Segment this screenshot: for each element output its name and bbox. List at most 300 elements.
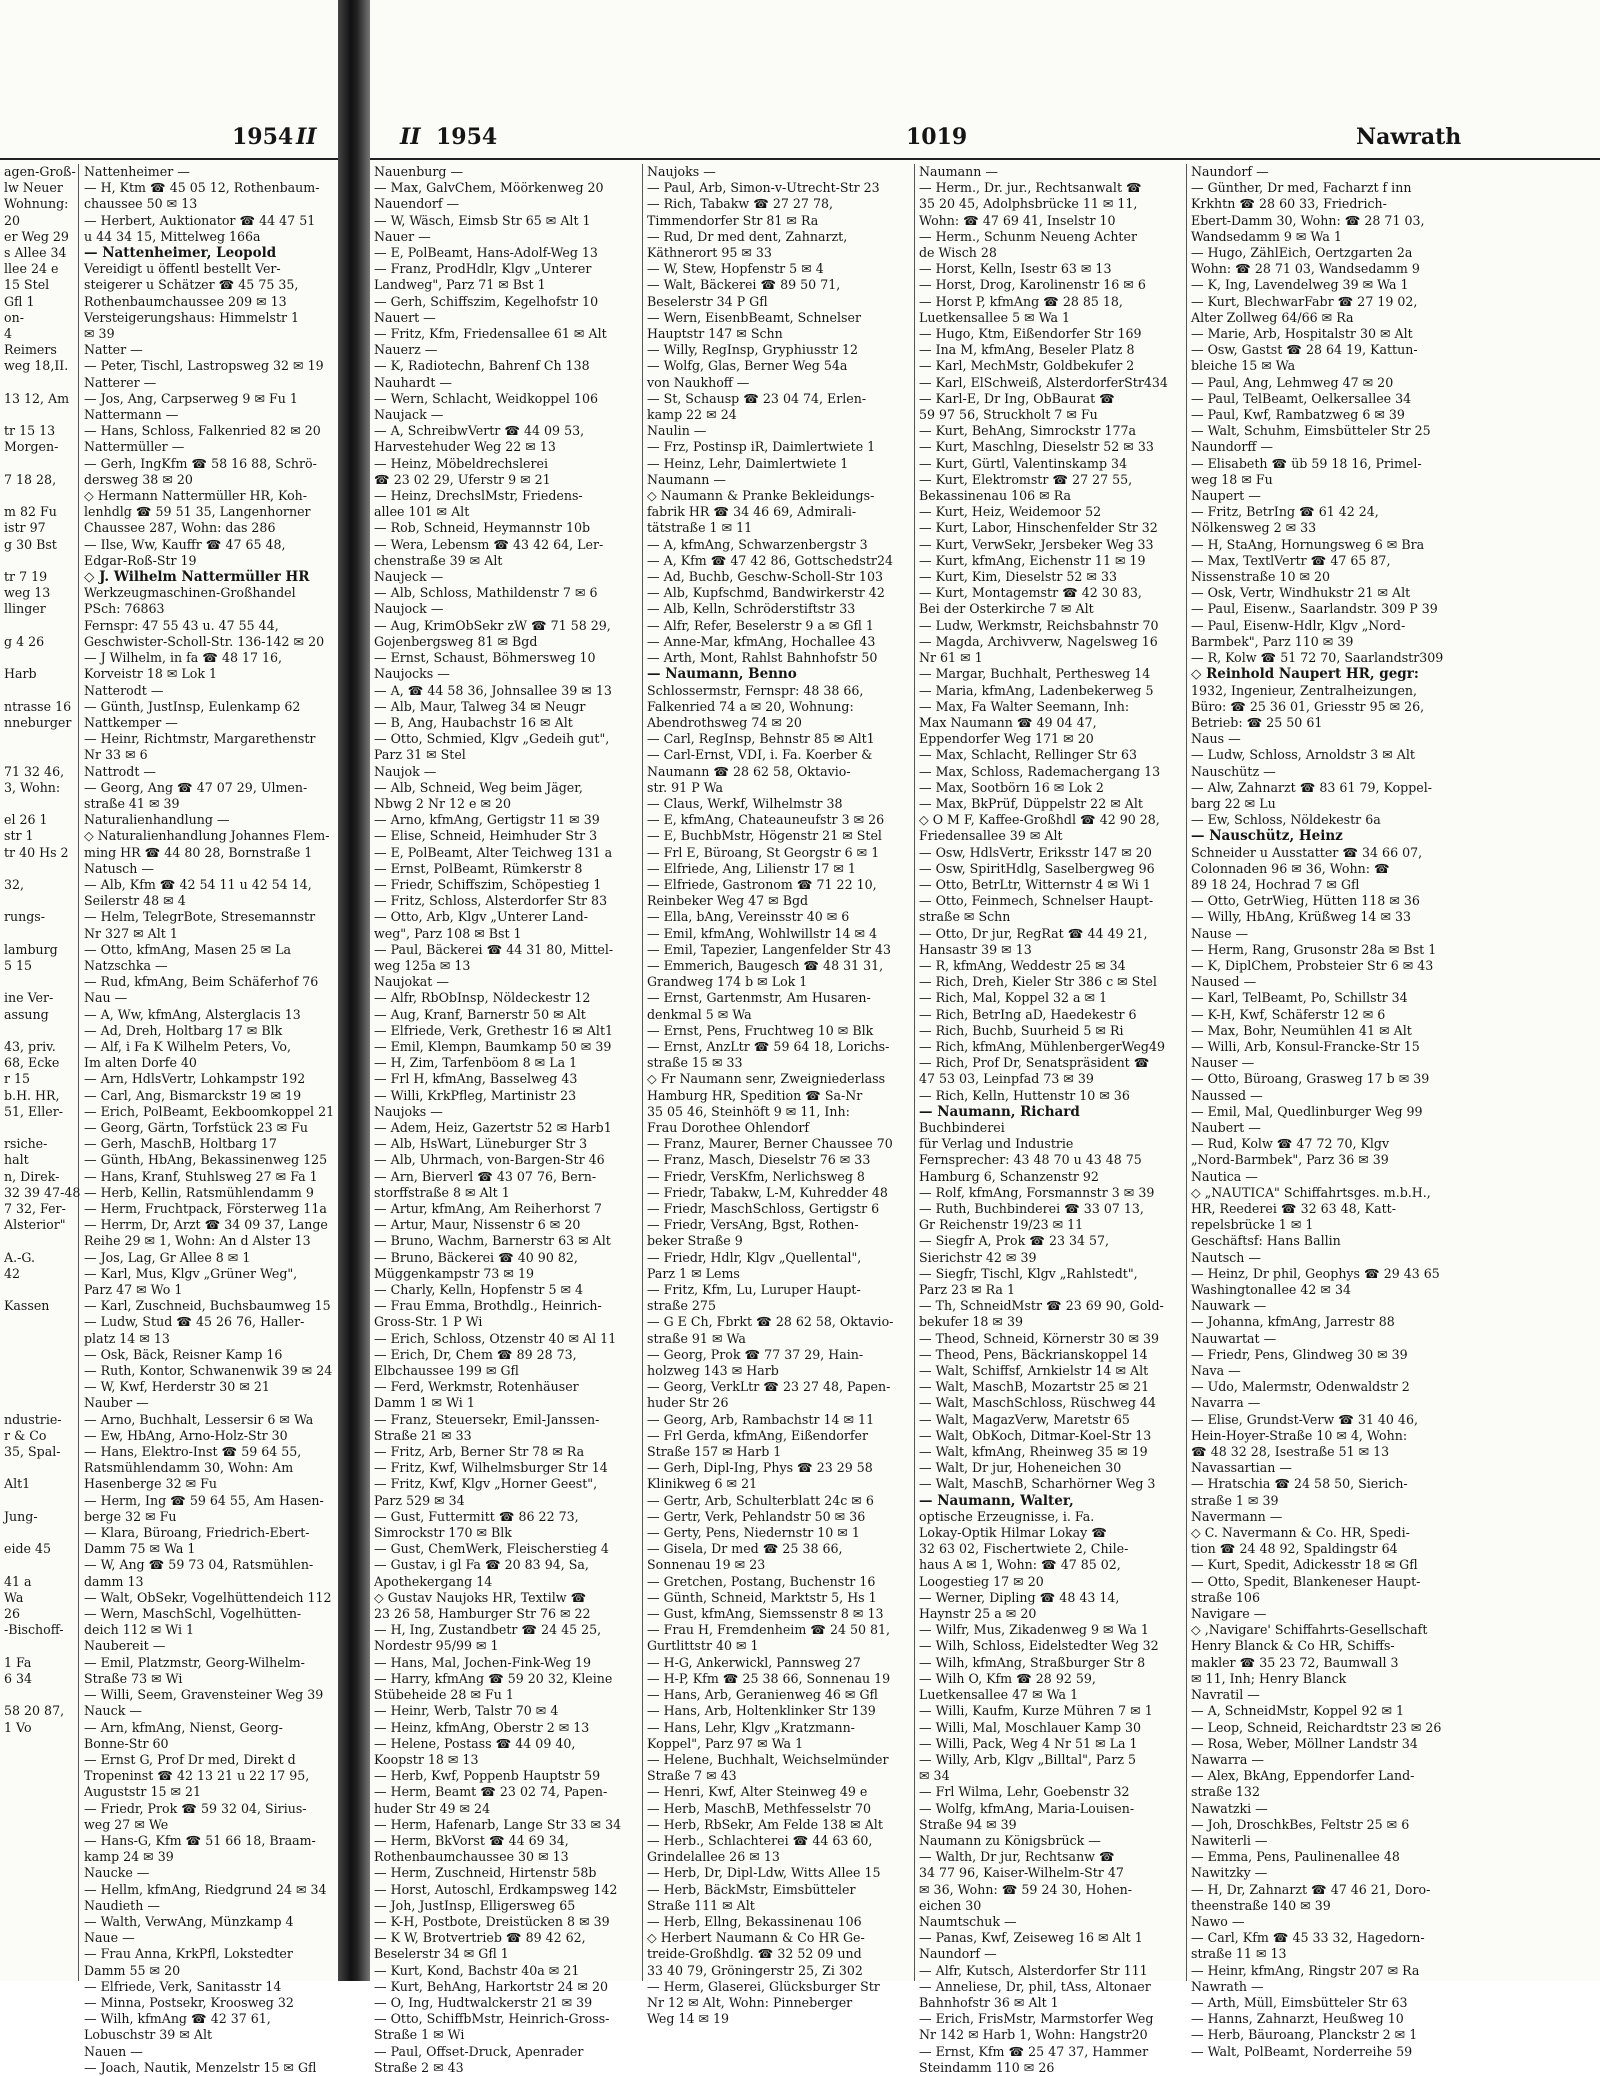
directory-entry: Naturalienhandlung — (84, 812, 230, 828)
directory-entry: — Georg, Ang ☎ 47 07 29, Ulmen- (84, 779, 308, 795)
directory-entry: Beselerstr 34 ✉ Gfl 1 (374, 1946, 509, 1962)
margin-fragment: Morgen- (4, 439, 59, 455)
directory-entry: Nava — (1191, 1363, 1241, 1379)
directory-entry: — Aug, Kranf, Barnerstr 50 ✉ Alt (374, 1006, 586, 1022)
directory-entry: treide-Großhdlg. ☎ 32 52 09 und (647, 1946, 862, 1962)
directory-entry: platz 14 ✉ 13 (84, 1330, 170, 1346)
directory-entry: Werkzeugmaschinen-Großhandel (84, 585, 296, 601)
directory-entry: — Wera, Lebensm ☎ 43 42 64, Ler- (374, 536, 604, 552)
directory-entry: — Rich, Kelln, Huttenstr 10 ✉ 36 (919, 1087, 1130, 1103)
directory-entry: — Artur, Maur, Nissenstr 6 ✉ 20 (374, 1217, 581, 1233)
directory-entry: — K-H, Kwf, Schäferstr 12 ✉ 6 (1191, 1006, 1386, 1022)
directory-entry: — Franz, Masch, Dieselstr 76 ✉ 33 (647, 1152, 871, 1168)
directory-entry: — Willy, HbAng, Krüßweg 14 ✉ 33 (1191, 909, 1412, 925)
directory-entry: — Walt, ObSekr, Vogelhüttendeich 112 (84, 1589, 332, 1605)
directory-entry: ◇ Hermann Nattermüller HR, Koh- (84, 488, 308, 504)
directory-entry: — Alb, Maur, Talweg 34 ✉ Neugr (374, 698, 586, 714)
directory-entry: Natzschka — (84, 957, 168, 973)
directory-entry: Hein-Hoyer-Straße 10 ✉ 4, Wohn: (1191, 1427, 1408, 1443)
margin-fragment: A.-G. (4, 1249, 35, 1265)
left-page-header (0, 118, 338, 160)
directory-entry: — Friedr, VersAng, Bgst, Rothen- (647, 1217, 859, 1233)
directory-entry: — Friedr, Pens, Glindweg 30 ✉ 39 (1191, 1346, 1408, 1362)
directory-entry: — Herm, Beamt ☎ 23 02 74, Papen- (374, 1784, 608, 1800)
directory-entry: Naupert — (1191, 488, 1261, 504)
directory-entry: Nauerz — (374, 342, 438, 358)
directory-entry: Nr 12 ✉ Alt, Wohn: Pinneberger (647, 1994, 853, 2010)
directory-entry: — Günth, HbAng, Bekassinenweg 125 (84, 1152, 328, 1168)
directory-entry: Klinikweg 6 ✉ 21 (647, 1476, 758, 1492)
directory-entry: „Nord-Barmbek", Parz 36 ✉ 39 (1191, 1152, 1389, 1168)
directory-entry: — Ernst, PolBeamt, Rümkerstr 8 (374, 860, 583, 876)
directory-column-2 (642, 164, 913, 2027)
directory-entry: Nawrath — (1191, 1978, 1264, 1994)
directory-entry: — W, Stew, Hopfenstr 5 ✉ 4 (647, 261, 824, 277)
directory-entry: chenstraße 39 ✉ Alt (374, 552, 503, 568)
directory-entry: — Max, TextlVertr ☎ 47 65 87, (1191, 552, 1391, 568)
directory-entry: — Joach, Nautik, Menzelstr 15 ✉ Gfl (84, 2059, 317, 2075)
directory-entry: — Hans, Kranf, Stuhlsweg 27 ✉ Fa 1 (84, 1168, 318, 1184)
directory-entry: — Kurt, Elektromstr ☎ 27 27 55, (919, 471, 1133, 487)
directory-entry: theenstraße 140 ✉ 39 (1191, 1897, 1331, 1913)
directory-entry: — Frau Emma, Brothdlg., Heinrich- (374, 1298, 602, 1314)
directory-entry: Müggenkampstr 73 ✉ 19 (374, 1265, 534, 1281)
margin-fragment: agen-Groß- (4, 164, 76, 179)
directory-entry: — Ernst, Kfm ☎ 25 47 37, Hammer (919, 2043, 1149, 2059)
directory-entry: — Ludw, Werkmstr, Reichsbahnstr 70 (919, 617, 1159, 633)
directory-entry: — Jos, Lag, Gr Allee 8 ✉ 1 (84, 1249, 251, 1265)
directory-entry: — Friedr, VersKfm, Nerlichsweg 8 (647, 1168, 865, 1184)
margin-fragment (4, 1687, 78, 1703)
margin-fragment (4, 456, 78, 472)
directory-entry: Natter — (84, 342, 143, 358)
directory-entry: — Emil, Tapezier, Langenfelder Str 43 (647, 941, 892, 957)
directory-entry: — Herm, Hafenarb, Lange Str 33 ✉ 34 (374, 1816, 622, 1832)
directory-entry: — Siegfr, Tischl, Klgv „Rahlstedt", (919, 1265, 1138, 1281)
right-header-year: 1954 (436, 124, 498, 150)
directory-entry: str. 91 P Wa (647, 779, 724, 795)
margin-fragment (4, 1460, 78, 1476)
directory-entry: — Paul, TelBeamt, Oelkersallee 34 (1191, 390, 1412, 406)
directory-entry: — Gust, Futtermitt ☎ 86 22 73, (374, 1508, 579, 1524)
directory-entry: Nattkemper — (84, 714, 178, 730)
directory-entry: Wohn: ☎ 28 71 03, Wandsedamm 9 (1191, 261, 1420, 277)
directory-entry: — Alex, BkAng, Eppendorfer Land- (1191, 1768, 1415, 1784)
directory-entry: Timmendorfer Str 81 ✉ Ra (647, 212, 819, 228)
directory-entry: 35 05 46, Steinhöft 9 ✉ 11, Inh: (647, 1103, 850, 1119)
directory-entry: — Franz, Steuersekr, Emil-Janssen- (374, 1411, 600, 1427)
directory-entry: optische Erzeugnisse, i. Fa. (919, 1508, 1095, 1524)
directory-entry: — Frl E, Büroang, St Georgstr 6 ✉ 1 (647, 844, 880, 860)
directory-entry: — Heinr, kfmAng, Ringstr 207 ✉ Ra (1191, 1962, 1420, 1978)
directory-entry: — Walt, PolBeamt, Norderreihe 59 (1191, 2043, 1413, 2059)
directory-entry: lenhdlg ☎ 59 51 35, Langenhorner (84, 504, 311, 520)
margin-fragment (4, 618, 78, 634)
directory-entry: Koopstr 18 ✉ 13 (374, 1751, 479, 1767)
directory-entry: — Georg, Arb, Rambachstr 14 ✉ 11 (647, 1411, 875, 1427)
directory-entry: Navassartian — (1191, 1460, 1292, 1476)
directory-entry: Naujock — (374, 601, 444, 617)
directory-entry: Sonnenau 19 ✉ 23 (647, 1557, 766, 1573)
directory-entry: — Karl, TelBeamt, Po, Schillstr 34 (1191, 990, 1408, 1006)
directory-entry: 32 63 02, Fischertwiete 2, Chile- (919, 1541, 1129, 1557)
directory-entry: beker Straße 9 (647, 1233, 743, 1249)
directory-entry: — Helm, TelegrBote, Stresemannstr (84, 909, 316, 925)
directory-entry: Reihe 29 ✉ 1, Wohn: An d Alster 13 (84, 1233, 311, 1249)
directory-entry: — Fritz, Kfm, Friedensallee 61 ✉ Alt (374, 326, 607, 342)
margin-fragment: b.H. HR, (4, 1087, 60, 1103)
directory-entry: — Alfr, Kutsch, Alsterdorfer Str 111 (919, 1962, 1148, 1978)
directory-entry: eichen 30 (919, 1897, 982, 1913)
directory-entry: — Otto, kfmAng, Masen 25 ✉ La (84, 941, 292, 957)
margin-fragment: str 1 (4, 828, 34, 844)
margin-fragment (4, 731, 78, 747)
directory-entry: 59 97 56, Struckholt 7 ✉ Fu (919, 407, 1098, 423)
directory-entry: — Ella, bAng, Vereinsstr 40 ✉ 6 (647, 909, 850, 925)
margin-fragment: 58 20 87, (4, 1703, 65, 1719)
directory-entry: — K, Radiotechn, Bahrenf Ch 138 (374, 358, 590, 374)
directory-entry: — Herb., Schlachterei ☎ 44 63 60, (647, 1832, 873, 1848)
directory-entry: ◇ J. Wilhelm Nattermüller HR (84, 569, 310, 586)
directory-entry: — Alb, Schneid, Weg beim Jäger, (374, 779, 583, 795)
directory-entry: — A, SchneidMstr, Koppel 92 ✉ 1 (1191, 1703, 1405, 1719)
directory-entry: ◇ C. Navermann & Co. HR, Spedi- (1191, 1525, 1410, 1541)
directory-entry: — Arth, Müll, Eimsbütteler Str 63 (1191, 1994, 1408, 2010)
directory-entry: — Willi, Pack, Weg 4 Nr 51 ✉ La 1 (919, 1735, 1138, 1751)
directory-entry: — Elfriede, Gastronom ☎ 71 22 10, (647, 876, 877, 892)
margin-fragment: el 26 1 (4, 812, 48, 828)
directory-entry: Nauber — (84, 1395, 149, 1411)
directory-entry: Navermann — (1191, 1508, 1283, 1524)
margin-fragment (4, 650, 78, 666)
margin-fragment: 7 32, Fer- (4, 1201, 66, 1216)
directory-entry: — Günth, Schneid, Marktstr 5, Hs 1 (647, 1589, 877, 1605)
directory-entry: — Ferd, Werkmstr, Rotenhäuser (374, 1379, 579, 1395)
directory-entry: Naubereit — (84, 1638, 166, 1654)
directory-entry: — Panas, Kwf, Zeiseweg 16 ✉ Alt 1 (919, 1930, 1143, 1946)
directory-entry: — Walth, Dr jur, Rechtsanw ☎ (919, 1849, 1115, 1865)
directory-entry: — Friedr, MaschSchloss, Gertigstr 6 (647, 1201, 880, 1216)
directory-entry: — Claus, Werkf, Wilhelmstr 38 (647, 795, 843, 811)
directory-entry: — Friedr, Hdlr, Klgv „Quellental", (647, 1249, 862, 1265)
directory-entry: — Alb, Uhrmach, von-Bargen-Str 46 (374, 1152, 605, 1168)
directory-entry: — Fritz, Kwf, Klgv „Horner Geest", (374, 1476, 598, 1492)
directory-entry: Max Naumann ☎ 49 04 47, (919, 714, 1097, 730)
margin-fragment: 6 34 (4, 1670, 33, 1686)
directory-entry: — St, Schausp ☎ 23 04 74, Erlen- (647, 390, 867, 406)
directory-entry: — Rich, Prof Dr, Senatspräsident ☎ (919, 1055, 1150, 1071)
margin-fragment (4, 893, 78, 909)
directory-entry: Eppendorfer Weg 171 ✉ 20 (919, 731, 1094, 747)
margin-fragment: 1 Fa (4, 1654, 32, 1670)
directory-entry: — Theod, Pens, Bäckrianskoppel 14 (919, 1346, 1148, 1362)
right-page-header (370, 118, 1600, 160)
directory-entry: Straße 73 ✉ Wi (84, 1670, 183, 1686)
directory-entry: barg 22 ✉ Lu (1191, 795, 1276, 811)
directory-entry: Naubert — (1191, 1119, 1261, 1135)
directory-entry: — Hanns, Zahnarzt, Heußweg 10 (1191, 2011, 1404, 2027)
directory-entry: Geschwister-Scholl-Str. 136-142 ✉ 20 (84, 633, 325, 649)
directory-entry: dersweg 38 ✉ 20 (84, 471, 193, 487)
directory-entry: — Paul, Ang, Lehmweg 47 ✉ 20 (1191, 374, 1394, 390)
directory-entry: Nau — (84, 990, 128, 1006)
directory-entry: Straße 1 ✉ Wi (374, 2027, 465, 2043)
directory-entry: Seilerstr 48 ✉ 4 (84, 893, 186, 909)
directory-entry: Weg 14 ✉ 19 (647, 2011, 730, 2027)
margin-fragment (4, 1557, 78, 1573)
directory-entry: Nautsch — (1191, 1249, 1261, 1265)
directory-entry: — Kurt, Kim, Dieselstr 52 ✉ 33 (919, 569, 1117, 585)
directory-entry: ✉ 34 (919, 1768, 950, 1784)
directory-entry: ✉ 39 (84, 326, 115, 342)
directory-entry: 89 18 24, Hochrad 7 ✉ Gfl (1191, 876, 1360, 892)
directory-entry: Wohn: ☎ 47 69 41, Inselstr 10 (919, 212, 1116, 228)
directory-entry: — Hans, Arb, Holtenklinker Str 139 (647, 1703, 876, 1719)
directory-entry: Lobuschstr 39 ✉ Alt (84, 2027, 213, 2043)
margin-fragment: 7 18 28, (4, 471, 57, 487)
directory-entry: Nbwg 2 Nr 12 e ✉ 20 (374, 795, 512, 811)
directory-entry: Naundorff — (1191, 439, 1273, 455)
directory-entry: Damm 75 ✉ Wa 1 (84, 1541, 196, 1557)
directory-entry: Straße 111 ✉ Alt (647, 1897, 755, 1913)
directory-entry: Grindelallee 26 ✉ 13 (647, 1849, 780, 1865)
directory-entry: — Georg, Prok ☎ 77 37 29, Hain- (647, 1346, 864, 1362)
directory-entry: weg", Parz 108 ✉ Bst 1 (374, 925, 522, 941)
directory-entry: — Ew, HbAng, Arno-Holz-Str 30 (84, 1427, 288, 1443)
directory-entry: — Henri, Kwf, Alter Steinweg 49 e (647, 1784, 868, 1800)
margin-fragment: lamburg (4, 941, 58, 957)
directory-entry: — Ernst, Schaust, Böhmersweg 10 (374, 650, 596, 666)
directory-entry: Natterer — (84, 374, 157, 390)
margin-fragment (4, 1525, 78, 1541)
directory-entry: — Max, GalvChem, Möörkenweg 20 (374, 180, 604, 196)
directory-entry: Loogestieg 17 ✉ 20 (919, 1573, 1044, 1589)
directory-entry: — G E Ch, Fbrkt ☎ 28 62 58, Oktavio- (647, 1314, 894, 1330)
directory-entry: Naudieth — (84, 1897, 160, 1913)
directory-entry: Nauert — (374, 309, 436, 325)
directory-entry: — Frl Wilma, Lehr, Goebenstr 32 (919, 1784, 1130, 1800)
directory-entry: 1932, Ingenieur, Zentralheizungen, (1191, 682, 1418, 698)
directory-entry: — H, Ktm ☎ 45 05 12, Rothenbaum- (84, 180, 320, 196)
directory-entry: Bekassinenau 106 ✉ Ra (919, 488, 1071, 504)
directory-entry: huder Str 26 (647, 1395, 729, 1411)
directory-entry: Harvestehuder Weg 22 ✉ 13 (374, 439, 556, 455)
directory-entry: — Rich, BetrIng aD, Haedekestr 6 (919, 1006, 1137, 1022)
margin-fragment: g 4 26 (4, 633, 45, 649)
directory-entry: — E, PolBeamt, Alter Teichweg 131 a (374, 844, 613, 860)
margin-fragment: eide 45 (4, 1541, 52, 1557)
directory-entry: Damm 1 ✉ Wi 1 (374, 1395, 475, 1411)
directory-entry: — Alb, HsWart, Lüneburger Str 3 (374, 1136, 588, 1152)
directory-entry: Schneider u Ausstatter ☎ 34 66 07, (1191, 844, 1423, 860)
directory-entry: Straße 21 ✉ 33 (374, 1427, 472, 1443)
directory-entry: steigerer u Schätzer ☎ 45 75 35, (84, 277, 299, 293)
directory-entry: Washingtonallee 42 ✉ 34 (1191, 1282, 1351, 1298)
directory-entry: weg 125a ✉ 13 (374, 957, 471, 973)
directory-entry: — Herb, Kwf, Poppenb Hauptstr 59 (374, 1768, 601, 1784)
directory-entry: weg 27 ✉ We (84, 1816, 169, 1832)
directory-entry: — Paul, Arb, Simon-v-Utrecht-Str 23 (647, 180, 880, 196)
margin-fragment: r & Co (4, 1427, 47, 1443)
directory-entry: PSch: 76863 (84, 601, 165, 617)
directory-entry: Buchbinderei (919, 1119, 1005, 1135)
directory-entry: — Rich, Dreh, Kieler Str 386 c ✉ Stel (919, 974, 1157, 990)
directory-entry: — Otto, Arb, Klgv „Unterer Land- (374, 909, 588, 925)
directory-entry: Naumtschuk — (919, 1913, 1017, 1929)
directory-entry: — Kurt, Maschlng, Dieselstr 52 ✉ 33 (919, 439, 1154, 455)
directory-entry: Stübeheide 28 ✉ Fu 1 (374, 1687, 514, 1703)
directory-entry: — Herb, Bäuroang, Planckstr 2 ✉ 1 (1191, 2027, 1418, 2043)
right-page (370, 0, 1600, 2075)
directory-entry: — Günther, Dr med, Facharzt f inn (1191, 180, 1412, 196)
margin-fragment: tr 15 13 (4, 423, 56, 439)
directory-entry: tätstraße 1 ✉ 11 (647, 520, 753, 536)
directory-entry: — Herm, Zuschneid, Hirtenstr 58b (374, 1865, 597, 1881)
margin-fragment: 5 15 (4, 957, 33, 973)
margin-fragment: g 30 Bst (4, 536, 57, 552)
directory-entry: — Ew, Schloss, Nöldekestr 6a (1191, 812, 1381, 828)
margin-fragment (4, 974, 78, 990)
directory-entry: 47 53 03, Leinpfad 73 ✉ 39 (919, 1071, 1094, 1087)
directory-entry: 33 40 79, Gröningerstr 25, Zi 302 (647, 1962, 863, 1978)
directory-entry: — Kurt, Gürtl, Valentinskamp 34 (919, 455, 1128, 471)
directory-entry: — Rud, Kolw ☎ 47 72 70, Klgv (1191, 1136, 1390, 1152)
directory-entry: — Rob, Schneid, Heymannstr 10b (374, 520, 591, 536)
directory-entry: Nauendorf — (374, 196, 460, 212)
directory-entry: — Gust, kfmAng, Siemssenstr 8 ✉ 13 (647, 1606, 884, 1622)
directory-entry: Sierichstr 42 ✉ 39 (919, 1249, 1037, 1265)
directory-entry: Straße 2 ✉ 43 (374, 2059, 464, 2075)
directory-entry: Nawatzki — (1191, 1800, 1268, 1816)
directory-entry: Nattermüller — (84, 439, 185, 455)
directory-entry: weg 18 ✉ Fu (1191, 471, 1273, 487)
directory-entry: Nattrodt — (84, 763, 156, 779)
directory-entry: straße ✉ Schn (919, 909, 1011, 925)
directory-entry: Grandweg 174 b ✉ Lok 1 (647, 974, 808, 990)
directory-entry: — Paul, Eisenw., Saarlandstr. 309 P 39 (1191, 601, 1438, 617)
directory-entry: u 44 34 15, Mittelweg 166a (84, 228, 261, 244)
directory-entry: — Ernst G, Prof Dr med, Direkt d (84, 1751, 296, 1767)
directory-entry: — Erich, PolBeamt, Eekboomkoppel 21 (84, 1103, 335, 1119)
directory-entry: Frau Dorothee Ohlendorf (647, 1119, 810, 1135)
directory-entry: — Herb, BäckMstr, Eimsbütteler (647, 1881, 856, 1897)
directory-entry: — Günth, JustInsp, Eulenkamp 62 (84, 698, 301, 714)
margin-fragment (4, 861, 78, 877)
directory-entry: — Fritz, Arb, Berner Str 78 ✉ Ra (374, 1444, 585, 1460)
directory-entry: Apothekergang 14 (374, 1573, 493, 1589)
directory-entry: — Willi, Mal, Moschlauer Kamp 30 (919, 1719, 1142, 1735)
directory-entry: Büro: ☎ 25 36 01, Griesstr 95 ✉ 26, (1191, 698, 1425, 714)
left-margin-fragments (0, 164, 79, 1981)
directory-entry: — Willy, Arb, Klgv „Billtal", Parz 5 (919, 1751, 1136, 1767)
directory-entry: Fernsprecher: 43 48 70 u 43 48 75 (919, 1152, 1142, 1168)
directory-entry: Naujoks — (647, 164, 716, 179)
directory-entry: — Jos, Ang, Carpserweg 9 ✉ Fu 1 (84, 390, 298, 406)
directory-entry: — Kurt, BehAng, Harkortstr 24 ✉ 20 (374, 1978, 608, 1994)
directory-entry: — Kurt, BlechwarFabr ☎ 27 19 02, (1191, 293, 1418, 309)
directory-entry: — Hans, Schloss, Falkenried 82 ✉ 20 (84, 423, 321, 439)
directory-entry: Fernspr: 47 55 43 u. 47 55 44, (84, 617, 279, 633)
directory-entry: Nauwark — (1191, 1298, 1267, 1314)
directory-entry: — Heinr, Richtmstr, Margarethenstr (84, 731, 316, 747)
directory-entry: — Arno, kfmAng, Gertigstr 11 ✉ 39 (374, 812, 600, 828)
directory-entry: — Aug, KrimObSekr zW ☎ 71 58 29, (374, 617, 611, 633)
directory-entry: Korveistr 18 ✉ Lok 1 (84, 666, 217, 682)
directory-entry: — Otto, Dr jur, RegRat ☎ 44 49 21, (919, 925, 1148, 941)
directory-entry: — Karl, ElSchweiß, AlsterdorferStr434 (919, 374, 1168, 390)
directory-entry: — Joh, DroschkBes, Feltstr 25 ✉ 6 (1191, 1816, 1410, 1832)
directory-entry: — Hans, Mal, Jochen-Fink-Weg 19 (374, 1654, 592, 1670)
directory-entry: — Gertr, Arb, Schulterblatt 24c ✉ 6 (647, 1492, 874, 1508)
directory-entry: Naumann zu Königsbrück — (919, 1832, 1101, 1848)
directory-entry: Ratsmühlendamm 30, Wohn: Am (84, 1460, 294, 1476)
directory-entry: — Frl H, kfmAng, Basselweg 43 (374, 1071, 578, 1087)
directory-entry: — Erich, Dr, Chem ☎ 89 28 73, (374, 1346, 577, 1362)
directory-entry: — Arth, Mont, Rahlst Bahnhofstr 50 (647, 650, 878, 666)
directory-entry: — Kurt, Heiz, Weidemoor 52 (919, 504, 1102, 520)
directory-entry: — H, Zim, Tarfenböom 8 ✉ La 1 (374, 1055, 578, 1071)
directory-entry: — Walt, Dr jur, Hoheneichen 30 (919, 1460, 1122, 1476)
page-number: 1019 (906, 124, 968, 150)
directory-entry: — Herb, RbSekr, Am Felde 138 ✉ Alt (647, 1816, 883, 1832)
margin-fragment: ndustrie- (4, 1411, 62, 1427)
directory-entry: — K-H, Postbote, Dreistücken 8 ✉ 39 (374, 1913, 610, 1929)
directory-entry: — Otto, Schmied, Klgv „Gedeih gut", (374, 731, 610, 747)
margin-fragment: 35, Spal- (4, 1444, 61, 1460)
directory-entry: Naujocks — (374, 666, 450, 682)
directory-entry: berge 32 ✉ Fu (84, 1508, 177, 1524)
directory-entry: ✉ 36, Wohn: ☎ 59 24 30, Hohen- (919, 1881, 1132, 1897)
directory-entry: — Emmerich, Baugesch ☎ 48 31 31, (647, 957, 884, 973)
directory-entry: — Joh, JustInsp, Elligersweg 65 (374, 1897, 576, 1913)
directory-entry: — Fritz, BetrIng ☎ 61 42 24, (1191, 504, 1379, 520)
directory-entry: Colonnaden 96 ✉ 36, Wohn: ☎ (1191, 860, 1390, 876)
directory-entry: — H, Ing, Zustandbetr ☎ 24 45 25, (374, 1622, 602, 1638)
directory-entry: makler ☎ 35 23 72, Baumwall 3 (1191, 1654, 1399, 1670)
directory-entry: Geschäftsf: Hans Ballin (1191, 1233, 1341, 1249)
directory-entry: — Elisabeth ☎ üb 59 18 16, Primel- (1191, 455, 1422, 471)
margin-fragment: istr 97 (4, 520, 46, 536)
directory-entry: Nauschütz — (1191, 763, 1276, 779)
directory-column-3 (914, 164, 1185, 2075)
directory-entry: 35 20 45, Adolphsbrücke 11 ✉ 11, (919, 196, 1138, 212)
margin-fragment: weg 13 (4, 585, 51, 601)
directory-entry: Rothenbaumchaussee 209 ✉ 13 (84, 293, 287, 309)
margin-fragment (4, 407, 78, 423)
directory-entry: — Naumann, Richard (919, 1103, 1080, 1120)
directory-entry: ☎ 23 02 29, Uferstr 9 ✉ 21 (374, 471, 551, 487)
directory-entry: — Bruno, Bäckerei ☎ 40 90 82, (374, 1249, 578, 1265)
directory-entry: — W, Wäsch, Eimsb Str 65 ✉ Alt 1 (374, 212, 591, 228)
directory-entry: — Herm., Schunm Neueng Achter (919, 228, 1137, 244)
directory-entry: — Paul, Kwf, Rambatzweg 6 ✉ 39 (1191, 407, 1405, 423)
directory-entry: — Walt, MaschB, Scharhörner Weg 3 (919, 1476, 1156, 1492)
directory-entry: — Georg, Gärtn, Torfstück 23 ✉ Fu (84, 1119, 308, 1135)
directory-entry: — Otto, Feinmech, Schnelser Haupt- (919, 893, 1154, 909)
directory-entry: Nattermann — (84, 407, 179, 423)
directory-entry: Naundorf — (1191, 164, 1269, 179)
margin-fragment (4, 796, 78, 812)
directory-entry: — Ilse, Ww, Kauffr ☎ 47 65 48, (84, 536, 286, 552)
directory-entry: straße 15 ✉ 33 (647, 1055, 743, 1071)
directory-entry: — Willi, Arb, Konsul-Francke-Str 15 (1191, 1038, 1420, 1054)
directory-entry: Rothenbaumchaussee 30 ✉ 13 (374, 1849, 569, 1865)
directory-entry: Hamburg HR, Spedition ☎ Sa-Nr (647, 1087, 863, 1103)
directory-entry: — Frau H, Fremdenheim ☎ 24 50 81, (647, 1622, 891, 1638)
directory-entry: Vereidigt u öffentl bestellt Ver- (84, 261, 281, 277)
directory-entry: — Elfriede, Verk, Sanitasstr 14 (84, 1978, 282, 1994)
directory-entry: Versteigerungshaus: Himmelstr 1 (84, 309, 300, 325)
